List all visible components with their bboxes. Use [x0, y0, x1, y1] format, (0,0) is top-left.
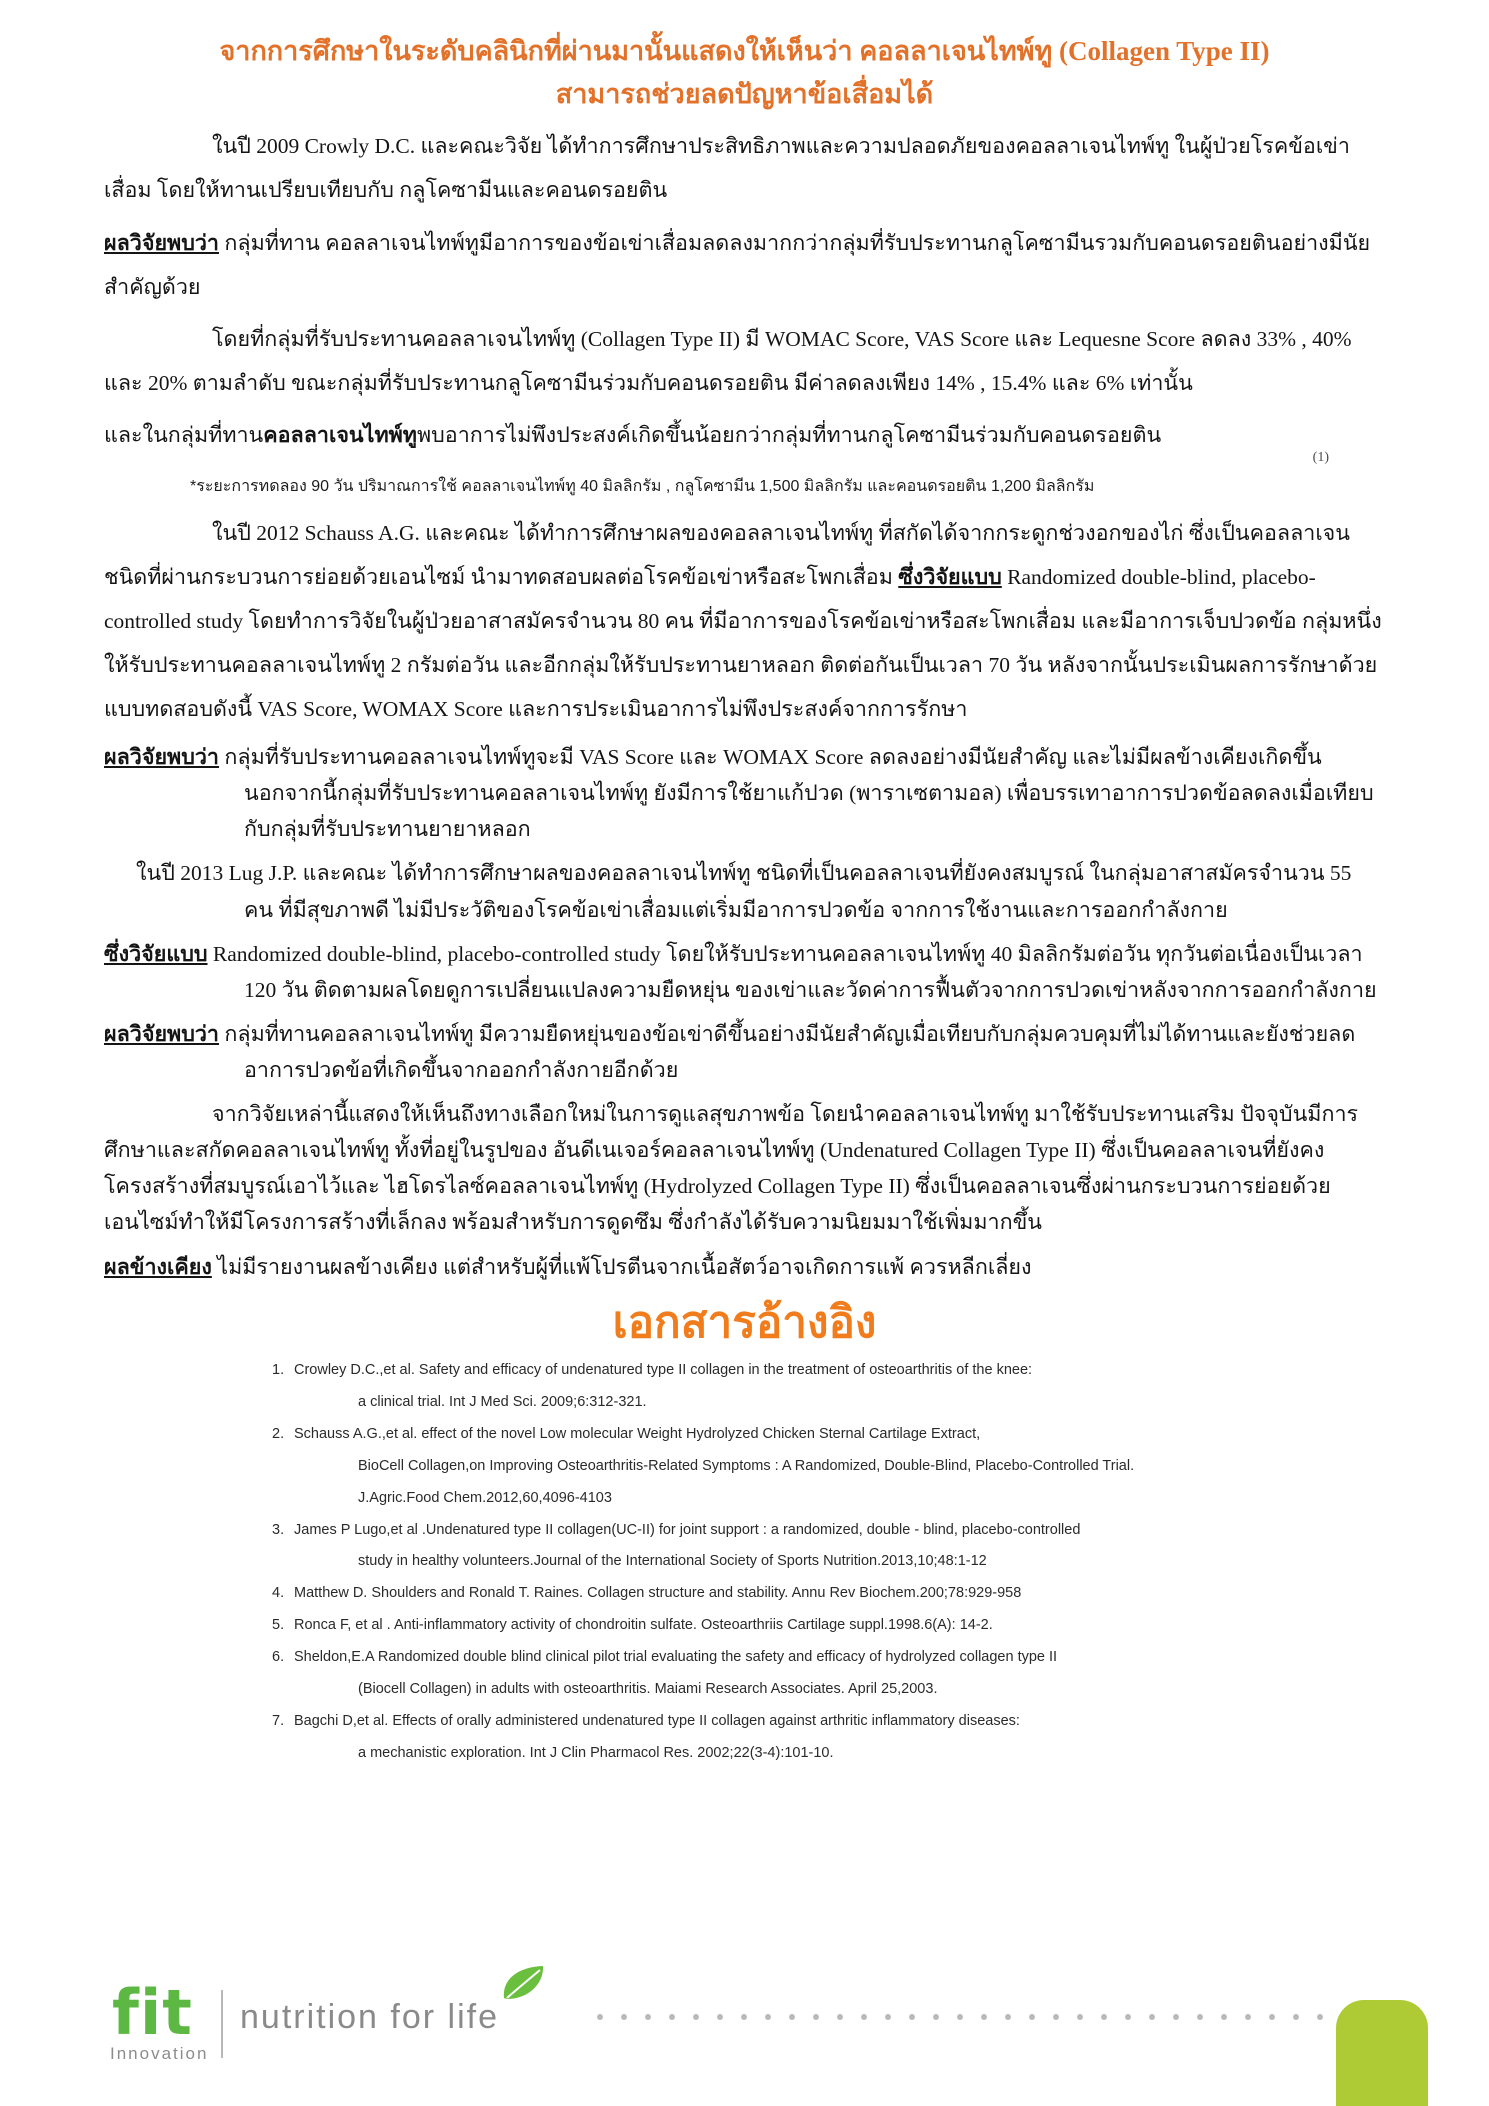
reference-line: a mechanistic exploration. Int J Clin Pharmacol Res. 2002;22(3-4):101-10.	[358, 1744, 834, 1761]
corner-accent-shape	[1336, 2000, 1428, 2106]
reference-line: BioCell Collagen,on Improving Osteoarthritis-Related Symptoms : A Randomized, Double-Blind, Placebo-Controlled Trial.	[358, 1457, 1135, 1474]
paragraph-result-2009	[104, 221, 1385, 309]
adverse-2009-text-b: คอลลาเจนไทพ์ทู	[263, 422, 417, 447]
reference-item	[272, 1706, 1385, 1770]
reference-number: 6.	[272, 1649, 285, 1666]
result-2009-text: กลุ่มที่ทาน คอลลาเจนไทพ์ทูมีอาการของข้อเข่าเสื่อมลดลงมากกว่ากลุ่มที่รับประทานกลูโคซามีนรวมกับคอนดรอยตินอย่างมีนัยสำคัญด้วย	[104, 230, 1371, 299]
leaf-icon	[500, 1964, 546, 2002]
method-2013-lead: ซึ่งวิจัยแบบ	[104, 941, 208, 966]
result-2013-lead: ผลวิจัยพบว่า	[104, 1021, 220, 1046]
paragraph-side-effects	[104, 1249, 1385, 1285]
reference-line	[272, 1706, 1385, 1738]
reference-item	[272, 1419, 1385, 1515]
title-line-2: สามารถช่วยลดปัญหาข้อเสื่อมได้	[555, 79, 934, 110]
reference-line	[272, 1610, 1385, 1642]
reference-number: 1.	[272, 1362, 285, 1379]
paragraph-study-2013: ในปี 2013 Lug J.P. และคณะ ได้ทำการศึกษาผลของคอลลาเจนไทพ์ทู ชนิดที่เป็นคอลลาเจนที่ยังคงสมบูรณ์ ในกลุ่มอาสาสมัครจำนวน 55 คน ที่มีสุขภาพดี ไม่มีประวัติของโรคข้อเข่าเสื่อมแต่เริ่มมีอาการปวดข้อ จากการใช้งานและการออกกำลังกาย	[136, 861, 1352, 922]
reference-line	[272, 1515, 1385, 1547]
adverse-2009-text-c: พบอาการไม่พึงประสงค์เกิดขึ้นน้อยกว่ากลุ่มที่ทานกลูโคซามีนร่วมกับคอนดรอยติน	[416, 422, 1162, 447]
side-effects-lead: ผลข้างเคียง	[104, 1254, 212, 1279]
paragraph-result-2012	[104, 739, 1385, 847]
result-2012-text: กลุ่มที่รับประทานคอลลาเจนไทพ์ทูจะมี VAS Score และ WOMAX Score ลดลงอย่างมีนัยสำคัญ และไม่มีผลข้างเคียงเกิดขึ้น นอกจากนี้กลุ่มที่รับประทานคอลลาเจนไทพ์ทู ยังมีการใช้ยาแก้ปวด (พาราเซตามอล) เพื่อบรรเทาอาการปวดข้อลดลงเมื่อเทียบกับกลุ่มที่รับประทานยายาหลอก	[219, 745, 1374, 842]
paragraph-study-2009: ในปี 2009 Crowly D.C. และคณะวิจัย ได้ทำการศึกษาประสิทธิภาพและความปลอดภัยของคอลลาเจนไทพ์ทู ในผู้ป่วยโรคข้อเข่าเสื่อม โดยให้ทานเปรียบเทียบกับ กลูโคซามีนและคอนดรอยติน	[104, 134, 1350, 203]
reference-text: Crowley D.C.,et al. Safety and efficacy of undenatured type II collagen in the treatment of osteoarthritis of the knee:	[294, 1362, 1033, 1379]
footnote-marker: (1)	[1312, 449, 1329, 465]
reference-line	[272, 1419, 1385, 1451]
fit-logo: fit	[112, 1976, 193, 2049]
study-2012-text-b: Randomized double-blind, placebo-controlled study โดยทำการวิจัยในผู้ป่วยอาสาสมัครจำนวน 80 คน ที่มีอาการของโรคข้อเข่าหรือสะโพกเสื่อม และมีอาการเจ็บปวดข้อ กลุ่มหนึ่งให้รับประทานคอลลาเจนไทพ์ทู 2 กรัมต่อวัน และอีกกลุ่มให้รับประทานยาหลอก ติดต่อกันเป็นเวลา 70 วัน หลังจากนั้นประเมินผลการรักษาด้วยแบบทดสอบดังนี้ VAS Score, WOMAX Score และการประเมินอาการไม่พึงประสงค์จากการรักษา	[104, 564, 1382, 722]
reference-line	[272, 1355, 1385, 1387]
footer-divider	[221, 1990, 223, 2058]
references-list	[272, 1355, 1385, 1770]
reference-item	[272, 1515, 1385, 1579]
method-2013-text: Randomized double-blind, placebo-controlled study โดยให้รับประทานคอลลาเจนไทพ์ทู 40 มิลลิกรัมต่อวัน ทุกวันต่อเนื่องเป็นเวลา 120 วัน ติดตามผลโดยดูการเปลี่ยนแปลงความยืดหยุ่น ของเข่าและวัดค่าการฟื้นตัวจากการปวดเข่าหลังจากการออกกำลังกาย	[207, 941, 1377, 1002]
reference-item	[272, 1355, 1385, 1419]
reference-number: 5.	[272, 1617, 285, 1634]
paragraph-result-2013	[104, 1016, 1385, 1088]
reference-text: Sheldon,E.A Randomized double blind clinical pilot trial evaluating the safety and efficacy of hydrolyzed collagen type II	[294, 1649, 1058, 1666]
reference-text: Matthew D. Shoulders and Ronald T. Raines. Collagen structure and stability. Annu Rev Biochem.200;78:929-958	[294, 1585, 1022, 1602]
paragraph-conclusion: จากวิจัยเหล่านี้แสดงให้เห็นถึงทางเลือกใหม่ในการดูแลสุขภาพข้อ โดยนำคอลลาเจนไทพ์ทู มาใช้รับประทานเสริม ปัจจุบันมีการศึกษาและสกัดคอลลาเจนไทพ์ทู ทั้งที่อยู่ในรูปของ อันดีเนเจอร์คอลลาเจนไทพ์ทู (Undenatured Collagen Type II) ซึ่งเป็นคอลลาเจนที่ยังคงโครงสร้างที่สมบูรณ์เอาไว้และ ไฮโดรไลซ์คอลลาเจนไทพ์ทู (Hydrolyzed Collagen Type II) ซึ่งเป็นคอลลาเจนซึ่งผ่านกระบวนการย่อยด้วยเอนไซม์ทำให้มีโครงการสร้างที่เล็กลง พร้อมสำหรับการดูดซึม ซึ่งกำลังได้รับความนิยมมาใช้เพิ่มมากขึ้น	[104, 1102, 1359, 1235]
dosage-note: *ระยะการทดลอง 90 วัน ปริมาณการใช้ คอลลาเจนไทพ์ทู 40 มิลลิกรัม , กลูโคซามีน 1,500 มิลลิกรัม และคอนดรอยติน 1,200 มิลลิกรัม	[190, 477, 1095, 495]
result-2012-lead: ผลวิจัยพบว่า	[104, 745, 220, 770]
side-effects-text: ไม่มีรายงานผลข้างเคียง แต่สำหรับผู้ที่แพ้โปรตีนจากเนื้อสัตว์อาจเกิดการแพ้ ควรหลีกเลี่ยง	[211, 1254, 1032, 1279]
references-heading: เอกสารอ้างอิง	[612, 1296, 877, 1348]
result-2009-lead: ผลวิจัยพบว่า	[104, 230, 220, 255]
fit-logo-subtext: Innovation	[110, 2044, 209, 2063]
reference-line: study in healthy volunteers.Journal of the International Society of Sports Nutrition.2013,10;48:1-12	[358, 1553, 987, 1570]
reference-line	[272, 1578, 1385, 1610]
title-line-1: จากการศึกษาในระดับคลินิกที่ผ่านมานั้นแสดงให้เห็นว่า คอลลาเจนไทพ์ทู (Collagen Type II)	[219, 36, 1270, 66]
reference-line: (Biocell Collagen) in adults with osteoarthritis. Maiami Research Associates. April 25,2003.	[358, 1680, 938, 1697]
dotted-separator	[588, 2012, 1336, 2022]
reference-number: 2.	[272, 1425, 285, 1442]
reference-item	[272, 1610, 1385, 1642]
paragraph-scores-2009: โดยที่กลุ่มที่รับประทานคอลลาเจนไทพ์ทู (Collagen Type II) มี WOMAC Score, VAS Score และ Lequesne Score ลดลง 33% , 40% และ 20% ตามลำดับ ขณะกลุ่มที่รับประทานกลูโคซามีนร่วมกับคอนดรอยติน มีค่าลดลงเพียง 14% , 15.4% และ 6% เท่านั้น	[104, 326, 1352, 395]
adverse-2009-text-a: และในกลุ่มที่ทาน	[104, 422, 264, 447]
reference-text: Bagchi D,et al. Effects of orally administered undenatured type II collagen against arthritic inflammatory diseases:	[294, 1712, 1020, 1729]
reference-text: Ronca F, et al . Anti-inflammatory activity of chondroitin sulfate. Osteoarthriis Cartilage suppl.1998.6(A): 14-2.	[294, 1617, 993, 1634]
paragraph-method-2013	[104, 936, 1385, 1008]
study-2012-lead: ซึ่งวิจัยแบบ	[898, 564, 1002, 589]
reference-line: J.Agric.Food Chem.2012,60,4096-4103	[358, 1489, 612, 1506]
result-2013-text: กลุ่มที่ทานคอลลาเจนไทพ์ทู มีความยืดหยุ่นของข้อเข่าดีขึ้นอย่างมีนัยสำคัญเมื่อเทียบกับกลุ่มควบคุมที่ไม่ได้ทานและยังช่วยลดอาการปวดข้อที่เกิดขึ้นจากออกกำลังกายอีกด้วย	[219, 1021, 1356, 1082]
document-title	[104, 30, 1385, 116]
reference-item	[272, 1578, 1385, 1610]
paragraph-study-2012	[104, 511, 1385, 731]
reference-line	[272, 1642, 1385, 1674]
study-2012-text-a: ในปี 2012 Schauss A.G. และคณะ ได้ทำการศึกษาผลของคอลลาเจนไทพ์ทู ที่สกัดได้จากกระดูกช่วงอกของไก่ ซึ่งเป็นคอลลาเจนชนิดที่ผ่านกระบวนการย่อยด้วยเอนไซม์ นำมาทดสอบผลต่อโรคข้อเข่าหรือสะโพกเสื่อม	[104, 520, 1350, 589]
reference-text: James P Lugo,et al .Undenatured type II collagen(UC-II) for joint support : a randomized, double - blind, placebo-controlled	[294, 1521, 1081, 1538]
reference-text: Schauss A.G.,et al. effect of the novel Low molecular Weight Hydrolyzed Chicken Sternal Cartilage Extract,	[294, 1425, 981, 1442]
reference-line: a clinical trial. Int J Med Sci. 2009;6:312-321.	[358, 1393, 647, 1410]
footer-tagline: nutrition for life	[240, 1998, 499, 2036]
reference-number: 4.	[272, 1585, 285, 1602]
reference-number: 3.	[272, 1521, 285, 1538]
reference-number: 7.	[272, 1712, 285, 1729]
reference-item	[272, 1642, 1385, 1706]
